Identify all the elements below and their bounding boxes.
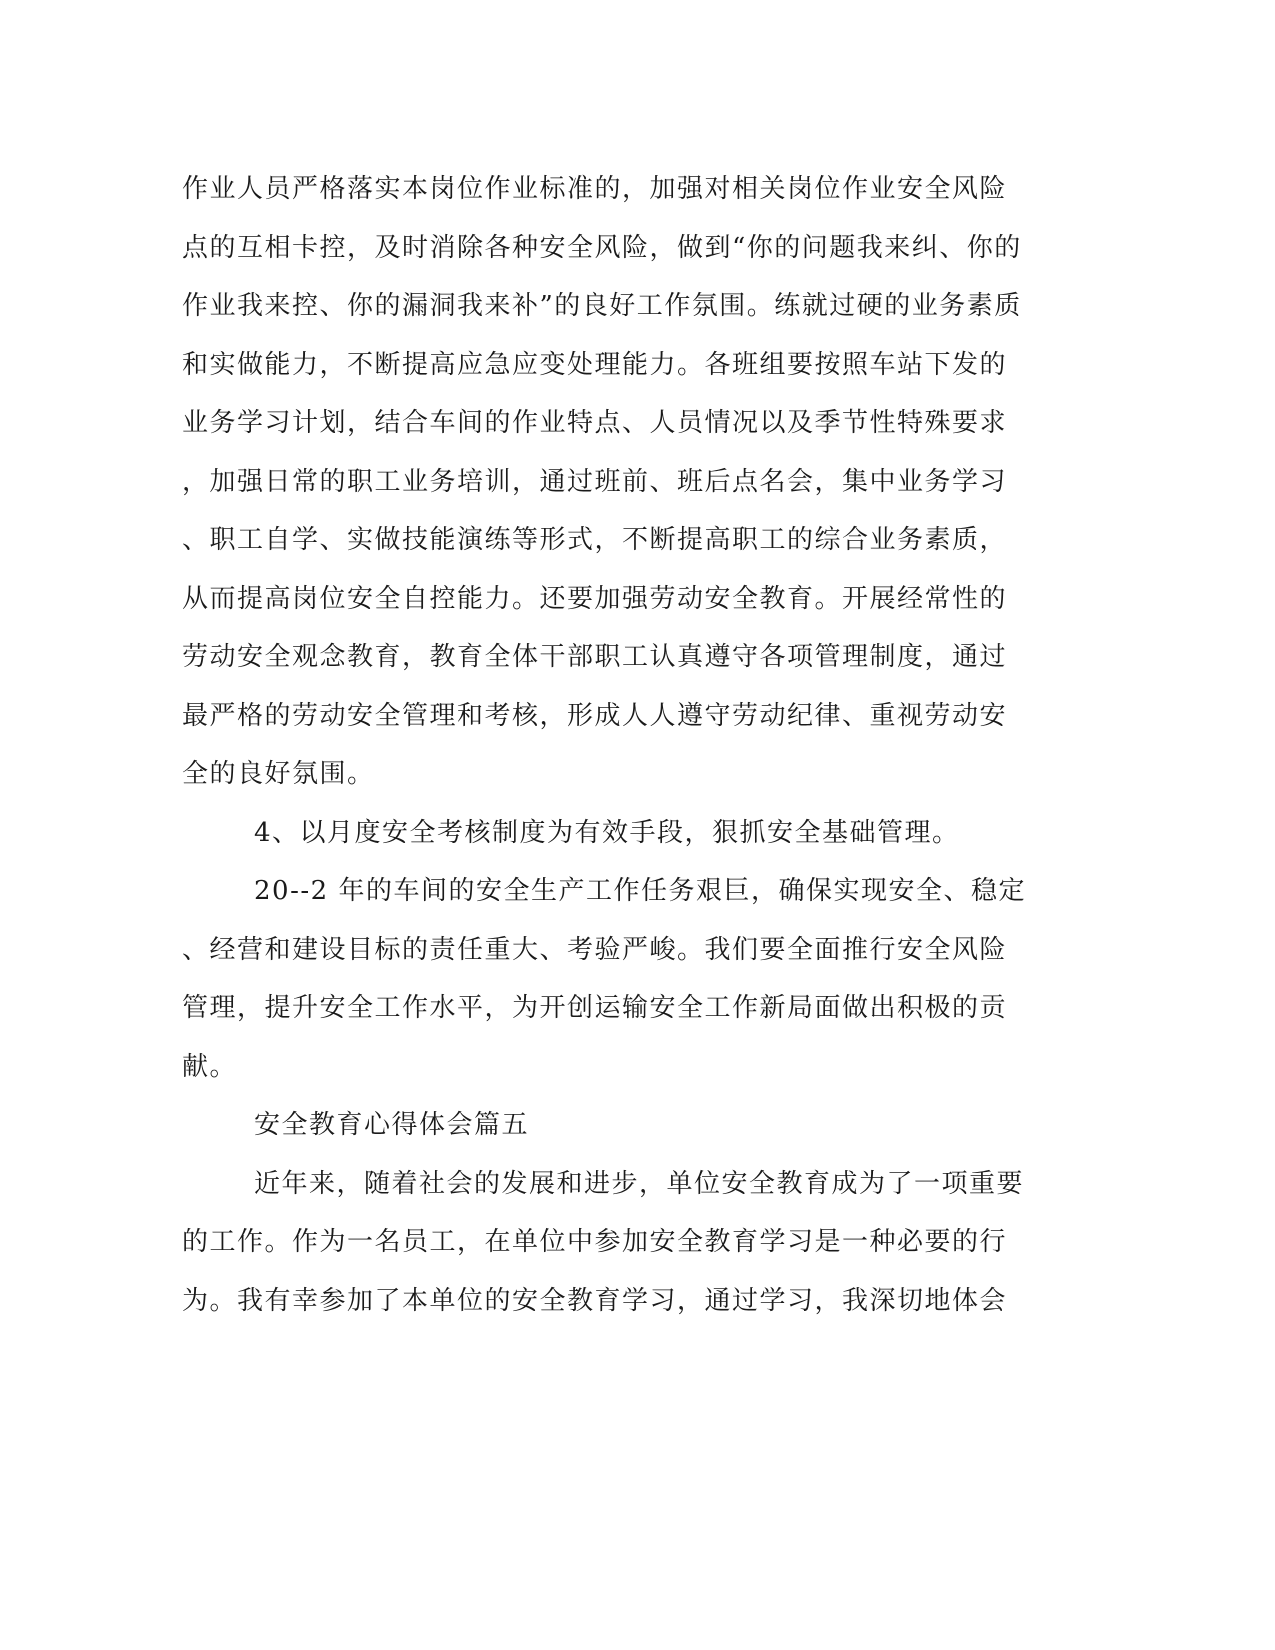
paragraph-start: 近年来，随着社会的发展和进步，单位安全教育成为了一项重要 — [254, 1168, 1025, 1199]
text-line: 作业我来控、你的漏洞我来补”的良好工作氛围。练就过硬的业务素质 — [182, 291, 1022, 321]
text-line: 、职工自学、实做技能演练等形式，不断提高职工的综合业务素质， — [182, 525, 1008, 555]
section-heading: 安全教育心得体会篇五 — [254, 1110, 530, 1140]
text-line: 最严格的劳动安全管理和考核，形成人人遵守劳动纪律、重视劳动安 — [182, 700, 1008, 731]
text-line: 劳动安全观念教育，教育全体干部职工认真遵守各项管理制度，通过 — [182, 642, 1008, 672]
numbered-item-4: 4、以月度安全考核制度为有效手段，狠抓安全基础管理。 — [254, 817, 960, 848]
text-line: 献。 — [182, 1051, 238, 1082]
text-line: 为。我有幸参加了本单位的安全教育学习，通过学习，我深切地体会 — [182, 1285, 1008, 1316]
text-line: 全的良好氛围。 — [182, 759, 375, 789]
text-line: 和实做能力，不断提高应急应变处理能力。各班组要按照车站下发的 — [182, 349, 1008, 380]
text-line: ，加强日常的职工业务培训，通过班前、班后点名会，集中业务学习 — [182, 466, 1008, 497]
text-line: 管理，提升安全工作水平，为开创运输安全工作新局面做出积极的贡 — [182, 993, 1008, 1023]
text-line: 、经营和建设目标的责任重大、考验严峻。我们要全面推行安全风险 — [182, 934, 1008, 965]
text-line: 业务学习计划，结合车间的作业特点、人员情况以及季节性特殊要求 — [182, 408, 1008, 438]
paragraph-start: 20--2 年的车间的安全生产工作任务艰巨，确保实现安全、稳定 — [254, 876, 1026, 906]
text-line: 作业人员严格落实本岗位作业标准的，加强对相关岗位作业安全风险 — [182, 174, 1008, 204]
text-line: 的工作。作为一名员工，在单位中参加安全教育学习是一种必要的行 — [182, 1227, 1008, 1257]
text-line: 点的互相卡控，及时消除各种安全风险，做到“你的问题我来纠、你的 — [182, 232, 1022, 263]
text-line: 从而提高岗位安全自控能力。还要加强劳动安全教育。开展经常性的 — [182, 583, 1008, 614]
document-body — [182, 160, 1052, 1330]
